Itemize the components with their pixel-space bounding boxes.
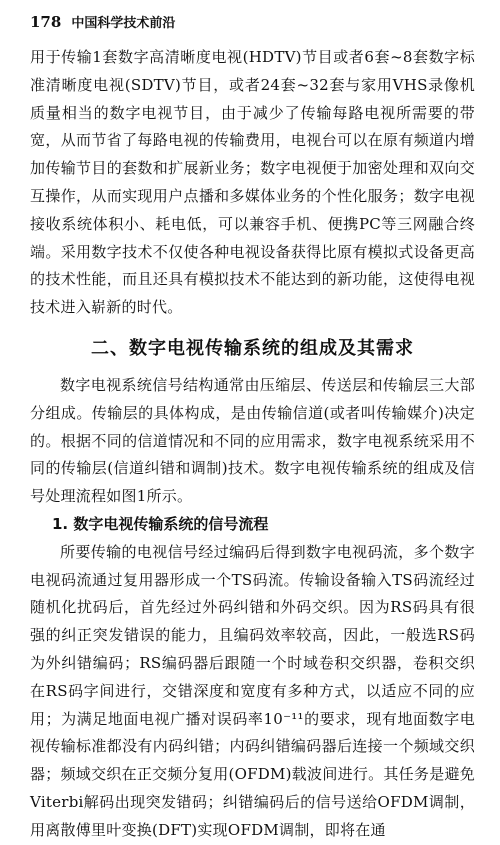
page-number: 178 <box>30 13 62 31</box>
section-heading: 二、数字电视传输系统的组成及其需求 <box>91 337 414 359</box>
paragraph-system-structure: 数字电视系统信号结构通常由压缩层、传送层和传输层三大部分组成。传输层的具体构成，是由传输信道(或者叫传输媒介)决定的。根据不同的信道情况和不同的应用需求，数字电视系统采用不同的传输层(信道纠错和调制)技术。数字电视传输系统的组成及信号处理流程如图1所示。 <box>30 375 475 506</box>
book-title: 中国科学技术前沿 <box>71 16 176 31</box>
paragraph-signal-flow: 所要传输的电视信号经过编码后得到数字电视码流，多个数字电视码流通过复用器形成一个TS码流。传输设备输入TS码流经过随机化扰码后，首先经过外码纠错和外码交织。因为RS码具有很强的纠正突发错误的能力，且编码效率较高，因此，一般选RS码为外纠错编码；RS编码器后跟随一个时域卷积交织器，卷积交织在RS码字间进行，交错深度和宽度有多种方式，以适应不同的应用；为满足地面电视广播对误码率10⁻¹¹的要求，现有地面数字电视传输标准都没有内码纠错；内码纠错编码器后连接一个频域交织器；频域交织在正交频分复用(OFDM)载波间进行。其任务是避免Viterbi解码出现突发错码；纠错编码后的信号送给OFDM调制，用离散傅里叶变换(DFT)实现OFDM调制，即将在通 <box>30 542 475 839</box>
book-page <box>30 12 475 845</box>
paragraph-continuation: 用于传输1套数字高清晰度电视(HDTV)节目或者6套~8套数字标准清晰度电视(SDTV)节目，或者24套~32套与家用VHS录像机质量相当的数字电视节目，由于减少了传输每路电视所需要的带宽，从而节省了每路电视的传输费用，电视台可以在原有频道内增加传输节目的套数和扩展新业务；数字电视便于加密处理和双向交互操作，从而实现用户点播和多媒体业务的个性化服务；数字电视接收系统体积小、耗电低，可以兼容手机、便携PC等三网融合终端。采用数字技术不仅使各种电视设备获得比原有模拟式设备更高的技术性能，而且还具有模拟技术不能达到的新功能，这使得电视技术进入崭新的时代。 <box>30 48 475 317</box>
running-header <box>30 12 475 34</box>
subsection-heading: 1. 数字电视传输系统的信号流程 <box>52 514 269 533</box>
